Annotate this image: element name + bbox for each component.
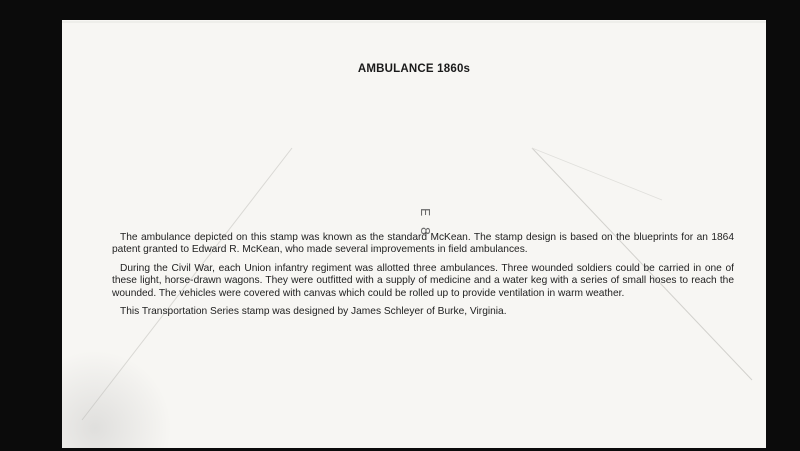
- postmark-stamp: E 8: [416, 208, 432, 237]
- description-text: [112, 232, 734, 324]
- envelope-back: [62, 20, 766, 448]
- paragraph-3: This Transportation Series stamp was designed by James Schleyer of Burke, Virginia.: [120, 306, 507, 318]
- paper-wear-mark: [62, 350, 172, 448]
- paragraph-1: The ambulance depicted on this stamp was known as the standard McKean. The stamp design is based on the blueprints for an 1864 patent granted to Edward R. McKean, who made several improvements in field ambulances.: [112, 232, 734, 256]
- page-title: AMBULANCE 1860s: [357, 63, 471, 75]
- paragraph-2: During the Civil War, each Union infantry regiment was allotted three ambulances. Three wounded soldiers could be carried in one of these light, horse-drawn wagons. They were outfitted with a supply of medicine and a water keg with a series of small hoses to reach the wounded. The vehicles were covered with canvas which could be rolled up to provide ventilation in warm weather.: [112, 262, 734, 299]
